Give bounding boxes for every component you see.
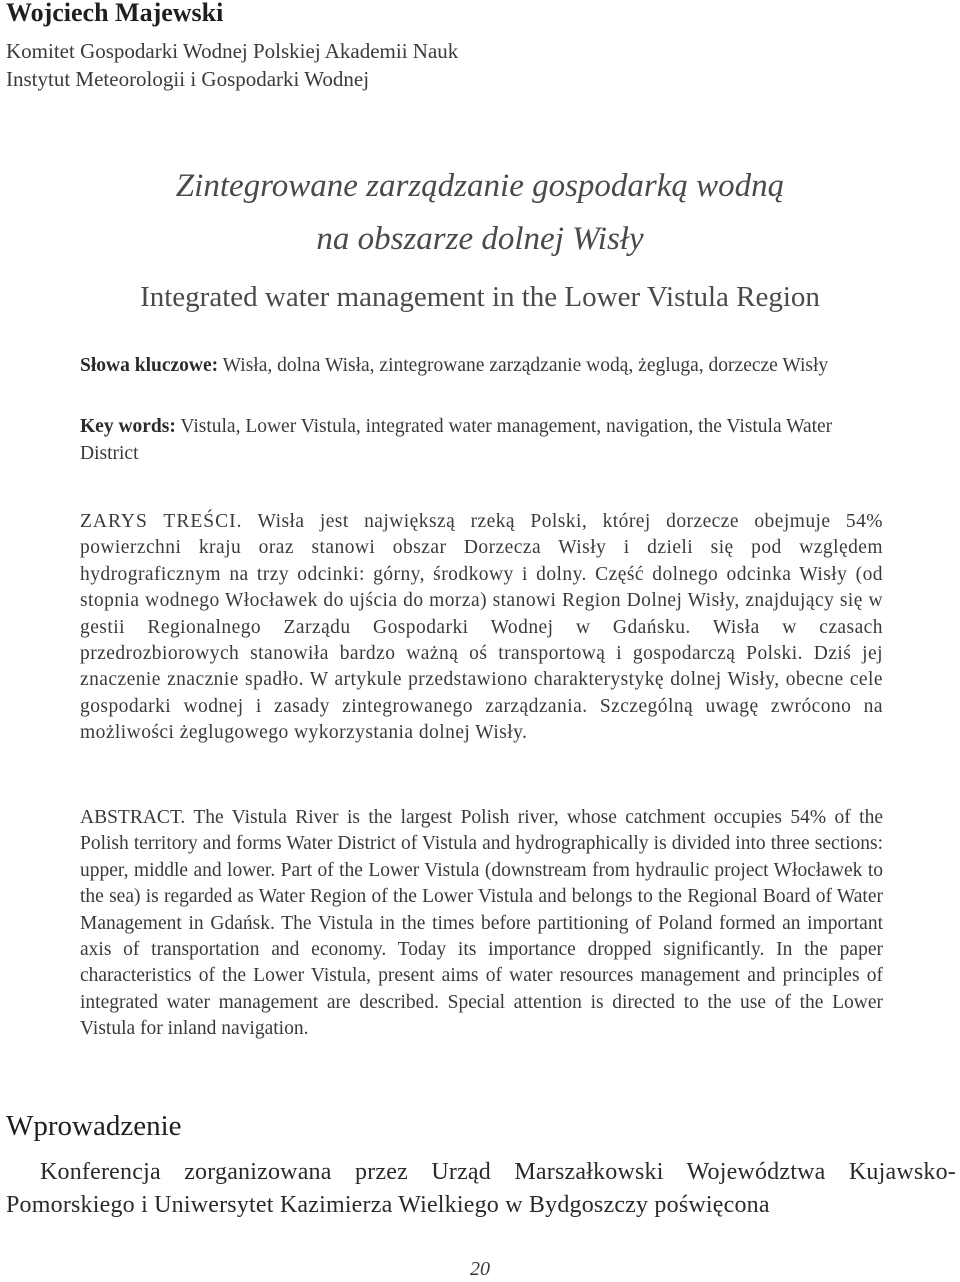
title-polish-line-2: na obszarze dolnej Wisły [316, 221, 644, 257]
keywords-polish-text: Wisła, dolna Wisła, zintegrowane zarządzanie wodą, żegluga, dorzecze Wisły [222, 355, 829, 376]
page-number: 20 [470, 1258, 490, 1280]
section-paragraph [6, 1156, 956, 1222]
keywords-english-label: Key words: [80, 416, 176, 437]
title-polish-line-1: Zintegrowane zarządzanie gospodarką wodną [175, 168, 785, 204]
author-name: Wojciech Majewski [6, 0, 224, 27]
summary-polish-text: Wisła jest największą rzeką Polski, której dorzecze obejmuje 54% powierzchni kraju oraz stanowi obszar Dorzecza Wisły i dzieli się pod względem hydrograficznym na trzy odcinki: górny, środkowy i dolny. Część dolnego odcinka Wisły (od stopnia wodnego Włocławek do ujścia do morza) stanowi Region Dolnej Wisły, znajdujący się w gestii Regionalnego Zarządu Gospodarki Wodnej w Gdańsku. Wisła w czasach przedrozbiorowych stanowiła bardzo ważną oś transportową i gospodarczą Polski. Dziś jej znaczenie znacznie spadło. W artykule przedstawiono charakterystykę dolnej Wisły, obecne cele gospodarki wodnej i zasady zintegrowanego zarządzania. Szczególną uwagę zwrócono na możliwości żeglugowego wykorzystania dolnej Wisły. [80, 511, 883, 744]
keywords-english [80, 413, 888, 467]
summary-polish [80, 509, 883, 747]
keywords-polish [80, 352, 888, 379]
abstract-english-label: ABSTRACT. [80, 807, 186, 828]
keywords-polish-label: Słowa kluczowe: [80, 355, 219, 376]
keywords-english-text: Vistula, Lower Vistula, integrated water management, navigation, the Vistula Water District [80, 416, 833, 464]
affiliation-line-1: Komitet Gospodarki Wodnej Polskiej Akademii Nauk [6, 39, 459, 63]
affiliation-line-2: Instytut Meteorologii i Gospodarki Wodnej [6, 67, 370, 91]
abstract-english-text: The Vistula River is the largest Polish river, whose catchment occupies 54% of the Polish territory and forms Water District of Vistula and hydrographically is divided into three sections: upper, middle and lower. Part of the Lower Vistula (downstream from hydraulic project Włocławek to the sea) is regarded as Water Region of the Lower Vistula and belongs to the Regional Board of Water Management in Gdańsk. The Vistula in the times before partitioning of Poland formed an important axis of transportation and economy. Today its importance dropped significantly. In the paper characteristics of the Lower Vistula, present aims of water resources management and principles of integrated water management are described. Special attention is directed to the use of the Lower Vistula for inland navigation. [80, 807, 883, 1040]
summary-polish-label: ZARYS TREŚCI. [80, 511, 243, 532]
section-heading: Wprowadzenie [6, 1110, 182, 1142]
title-english: Integrated water management in the Lower Vistula Region [140, 281, 820, 313]
section-paragraph-text: Konferencja zorganizowana przez Urząd Marszałkowski Województwa Kujawsko-Pomorskiego i Uniwersytet Kazimierza Wielkiego w Bydgoszczy poświęcona [6, 1159, 956, 1218]
abstract-english [80, 805, 883, 1043]
